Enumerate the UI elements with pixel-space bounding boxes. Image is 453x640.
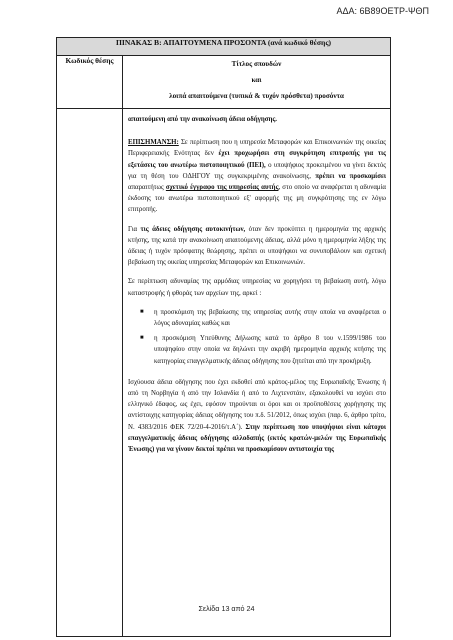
position-code-cell [57, 109, 123, 637]
table-body-row [57, 109, 391, 637]
table-title: ΠΙΝΑΚΑΣ Β: ΑΠΑΙΤΟΥΜΕΝΑ ΠΡΟΣΟΝΤΑ (ανά κωδικό θέσης) [57, 38, 391, 56]
list-item: ■ η προσκόμιση Υπεύθυνης Δήλωσης κατά το άρθρο 8 του ν.1599/1986 του υποψηφίου στην οποία να δηλώνει την ακριβή ημερομηνία αρχικής κτήσης της κατηγορίας επαγγελματικής άδειας οδήγησης που ζητείται από την προκήρυξη. [140, 335, 387, 365]
paragraph-car-licenses: Για τις άδειες οδήγησης αυτοκινήτων, όταν δεν προκύπτει η ημερομηνία της αρχικής κτήσης, της κατά την ανακοίνωση απαιτούμενης άδειας, αλλά μόνο η ημερομηνία λήξης της άδειας ή τυχόν πρόσφατης θεώρησης, πρέπει οι υποψήφιοι να συνυποβάλουν και σχετική βεβαίωση της οικείας υπηρεσίας Μεταφορών και Επικοινωνιών. [128, 225, 387, 267]
paragraph-inability: Σε περίπτωση αδυναμίας της αρμόδιας υπηρεσίας να χορηγήσει τη βεβαίωση αυτή, λόγω καταστροφής ή φθοράς των αρχείων της, αρκεί : [128, 278, 387, 297]
column-header-code: Κωδικός θέσης [57, 56, 123, 109]
list-item: ■ η προσκόμιση της βεβαίωσης της υπηρεσίας αυτής στην οποία να αναφέρεται ο λόγος αδυναμίας καθώς και [140, 308, 387, 328]
paragraph-notice: ΕΠΙΣΗΜΑΝΣΗ: Σε περίπτωση που η υπηρεσία Μεταφορών και Επικοινωνιών της οικείας Περιφερειακής Ενότητας δεν έχει προχωρήσει στη συγκρότηση επιτροπής για τις εξετάσεις του ανωτέρω πιστοποιητικού (ΠΕΙ), ο υποψήφιος προκειμένου να γίνει δεκτός για τη θέση του ΟΔΗΓΟΥ της συγκεκριμένης ανακοίνωσης, πρέπει να προσκομίσει απαραιτήτως σχετικό έγγραφο της υπηρεσίας αυτής, στο οποίο να αναφέρεται η αδυναμία έκδοσης του ανωτέρω πιστοποιητικού εξ' αφορμής της μη συγκρότησης της εν λόγω επιτροπής. [128, 139, 387, 214]
notice-label: ΕΠΙΣΗΜΑΝΣΗ: [128, 139, 179, 147]
ada-code: ΑΔΑ: 6Β89ΟΕΤΡ-ΨΘΠ [336, 6, 429, 16]
paragraph-eu-licenses: Ισχύουσα άδεια οδήγησης που έχει εκδοθεί από κράτος-μέλος της Ευρωπαϊκής Ένωσης ή από τη Νορβηγία ή από την Ισλανδία ή από το Λιχτενστάιν, εξακολουθεί να ισχύει στο ελληνικό έδαφος, ως έχει, εφόσον τηρούνται οι όροι και οι προϋποθέσεις χορήγησης της αντίστοιχης κατηγορίας άδειας οδήγησης του π.δ. 51/2012, όπως ισχύει (παρ. 6, άρθρο τρίτο, Ν. 4383/2016 ΦΕΚ 72/20-4-2016/τ.Α΄). Στην περίπτωση που υποψήφιοι είναι κάτοχοι επαγγελματικής άδειας οδήγησης αλλοδαπής (εκτός κρατών-μελών της Ευρωπαϊκής Ένωσης) για να γίνουν δεκτοί πρέπει να προσκομίσουν αντιστοιχία της [128, 378, 387, 454]
qualifications-header-line-1: Τίτλος σπουδών [231, 60, 282, 68]
qualifications-header-line-2: και [251, 76, 262, 84]
table-header-row [57, 56, 391, 109]
square-bullet-icon: ■ [140, 335, 144, 342]
qualifications-header-line-3: λοιπά απαιτούμενα (τυπικά & τυχόν πρόσθετα) προσόντα [169, 92, 344, 100]
column-header-qualifications [123, 56, 391, 109]
qualifications-text [128, 114, 386, 632]
table-title-row [57, 38, 391, 56]
qualifications-cell [123, 109, 391, 637]
requirements-list [128, 307, 386, 367]
paragraph-license-continuation: απαιτούμενη από την ανακοίνωση άδεια οδήγησης. [128, 116, 277, 123]
page-number: Σελίδα 13 από 24 [198, 604, 255, 613]
requirements-table [56, 37, 391, 637]
square-bullet-icon: ■ [140, 308, 144, 315]
